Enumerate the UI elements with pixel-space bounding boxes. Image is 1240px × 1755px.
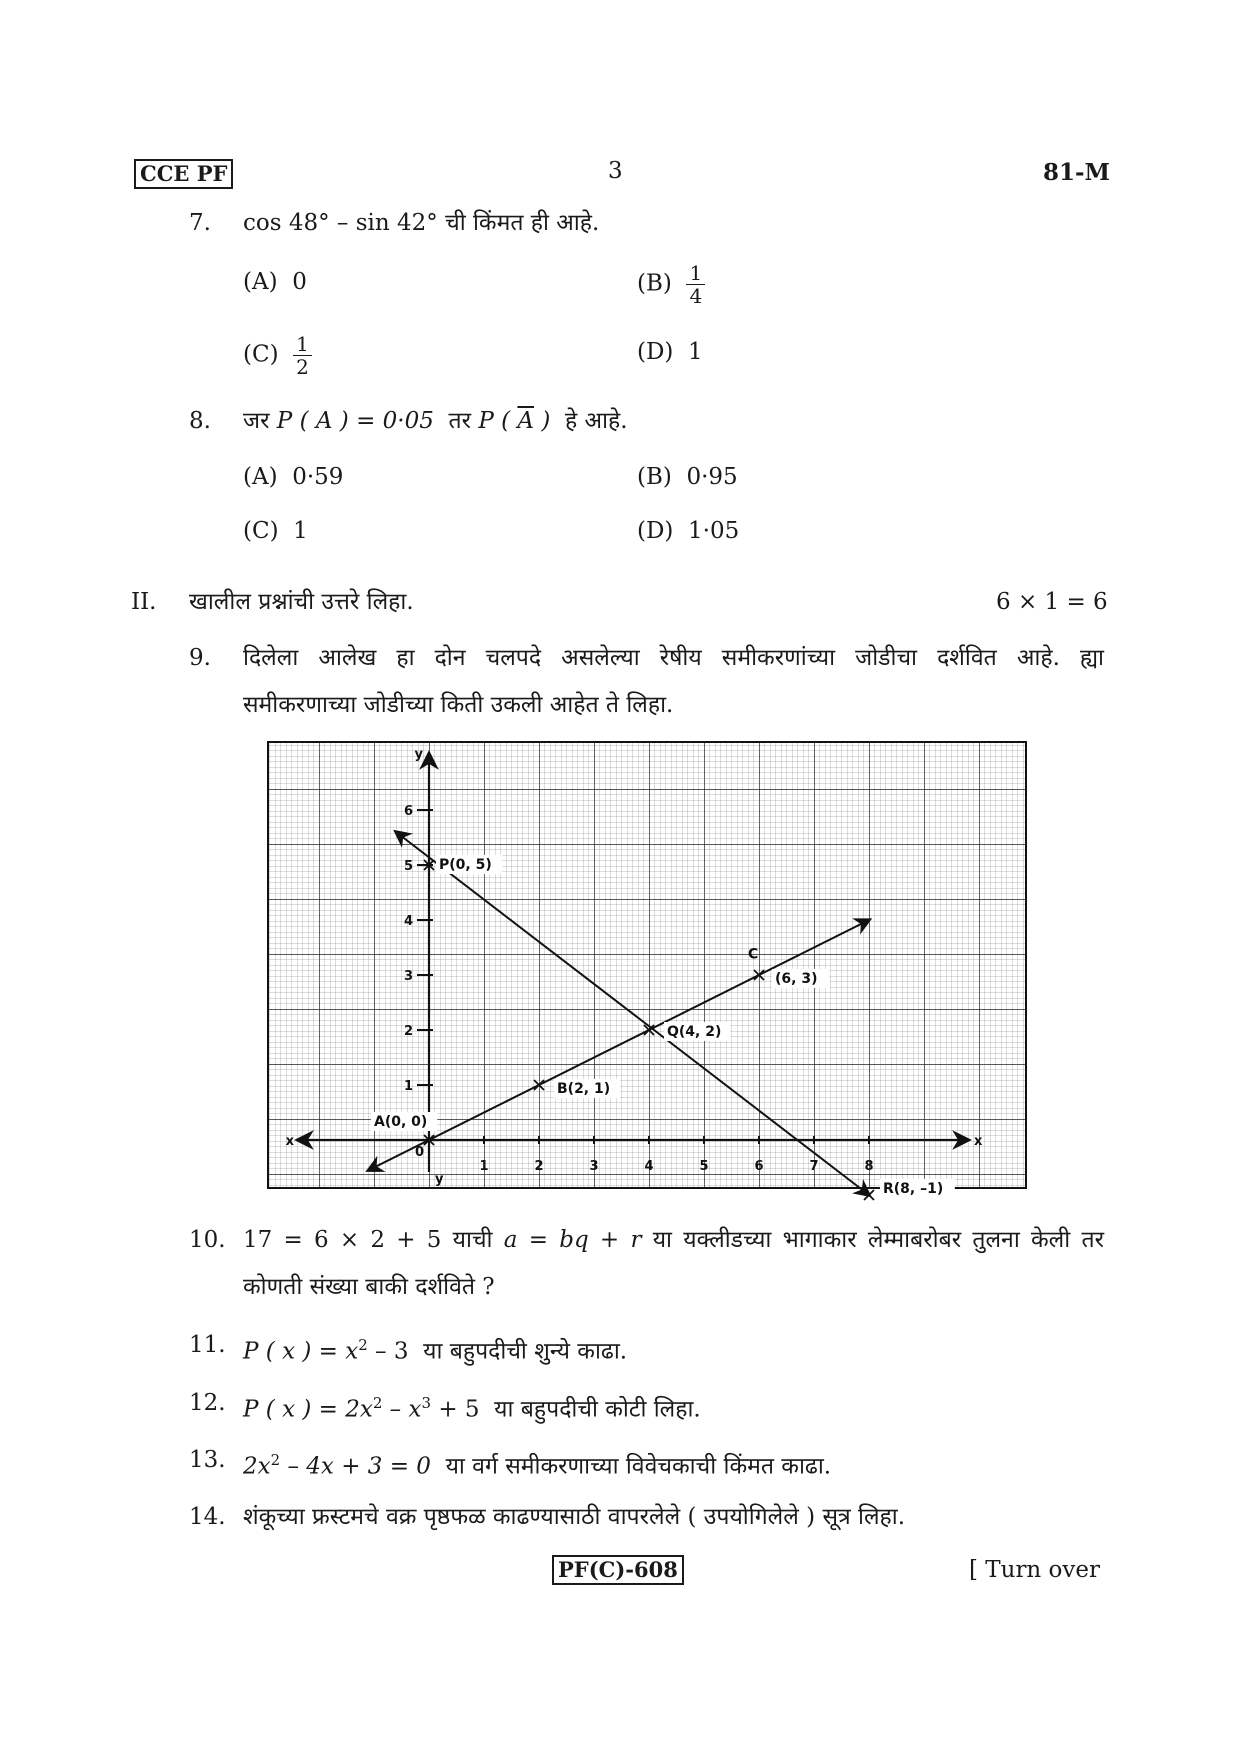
q14-text: शंकूच्या फ्रस्टमचे वक्र पृष्ठफळ काढण्यासाठी वापरलेले ( उपयोगिलेले ) सूत्र लिहा. [243,1504,906,1530]
x-tick-label: 1 [479,1159,489,1174]
y-tick-label: 6 [403,804,413,819]
page-number: 3 [608,158,623,184]
q10-line1: 17 = 6 × 2 + 5 याची a = bq + r या यक्लीडच्या भागाकार लेम्माबरोबर तुलना केली तर [243,1227,1104,1253]
q13-text: $2x^2 - 4x + 3 = 0$ या वर्ग समीकरणाच्या विवेचकाची किंमत काढा. [243,1451,832,1480]
x-tick-label: 7 [809,1159,819,1174]
y-axis-label: y [414,747,423,762]
x-tick-label: 8 [864,1159,874,1174]
linear-equations-graph [268,742,1026,1197]
q12-number: 12. [189,1390,226,1416]
x-axis-label: x [974,1134,983,1149]
q8-text: जर P ( A ) = 0·05 तर P ( $\overline{A}$ ) हे आहे. [243,408,628,434]
line-label-c: C [748,946,759,963]
q11-number: 11. [189,1332,226,1358]
header-right-code: 81-M [1043,159,1111,186]
x-tick-label: 3 [589,1159,599,1174]
x-tick-label: 2 [534,1159,544,1174]
footer-turn-over: [ Turn over [969,1557,1101,1583]
y-tick-label: 1 [403,1079,413,1094]
point-label: R(8, –1) [883,1181,944,1197]
q11-text: P ( x ) = $x^2 - 3$ या बहुपदीची शुन्ये काढा. [243,1336,628,1365]
point-label: A(0, 0) [374,1114,428,1130]
q14-number: 14. [189,1504,226,1530]
q13-number: 13. [189,1447,226,1473]
q7-option-c: (C) $\frac{1}{2}$ [243,333,312,378]
point-label: B(2, 1) [557,1081,611,1097]
q7-option-d: (D) 1 [637,339,703,365]
q12-text: P ( x ) = $2x^2 - x^3 + 5$ या बहुपदीची कोटी लिहा. [243,1394,701,1423]
q7-option-a: (A) 0 [243,269,307,295]
q9-line2: समीकरणाच्या जोडीच्या किती उकली आहेत ते लिहा. [243,692,674,718]
q10-number: 10. [189,1227,226,1253]
section2-number: II. [131,589,157,615]
point-marker [864,1190,874,1200]
y-axis-negative-label: y [435,1172,444,1187]
header-left-code: CCE PF [134,159,233,189]
y-tick-label: 3 [403,969,413,984]
q7-text: cos 48° – sin 42° ची किंमत ही आहे. [243,210,600,236]
x-tick-label: 4 [644,1159,654,1174]
section2-marks: 6 × 1 = 6 [996,589,1108,615]
q9-line1: दिलेला आलेख हा दोन चलपदे असलेल्या रेषीय समीकरणांच्या जोडीचा दर्शवित आहे. ह्या [243,645,1104,671]
y-tick-label: 2 [403,1024,413,1039]
x-tick-label: 5 [699,1159,709,1174]
footer-code: PF(C)-608 [552,1555,684,1585]
q8-option-a: (A) 0·59 [243,464,344,490]
y-tick-label: 4 [403,914,413,929]
section2-title: खालील प्रश्नांची उत्तरे लिहा. [189,589,414,615]
point-label: P(0, 5) [439,857,492,873]
q8-number: 8. [189,408,211,434]
point-label: (6, 3) [775,971,818,987]
q7-number: 7. [189,210,211,236]
q10-line2: कोणती संख्या बाकी दर्शविते ? [243,1274,495,1300]
point-label: Q(4, 2) [667,1024,722,1040]
y-tick-label: 5 [403,859,413,874]
q8-option-d: (D) 1·05 [637,518,740,544]
q8-option-c: (C) 1 [243,518,308,544]
q9-number: 9. [189,645,211,671]
x-axis-negative-label: x [285,1134,294,1149]
q7-option-b: (B) $\frac{1}{4}$ [637,262,705,307]
q8-option-b: (B) 0·95 [637,464,738,490]
origin-label: 0 [415,1145,425,1160]
x-tick-label: 6 [754,1159,764,1174]
